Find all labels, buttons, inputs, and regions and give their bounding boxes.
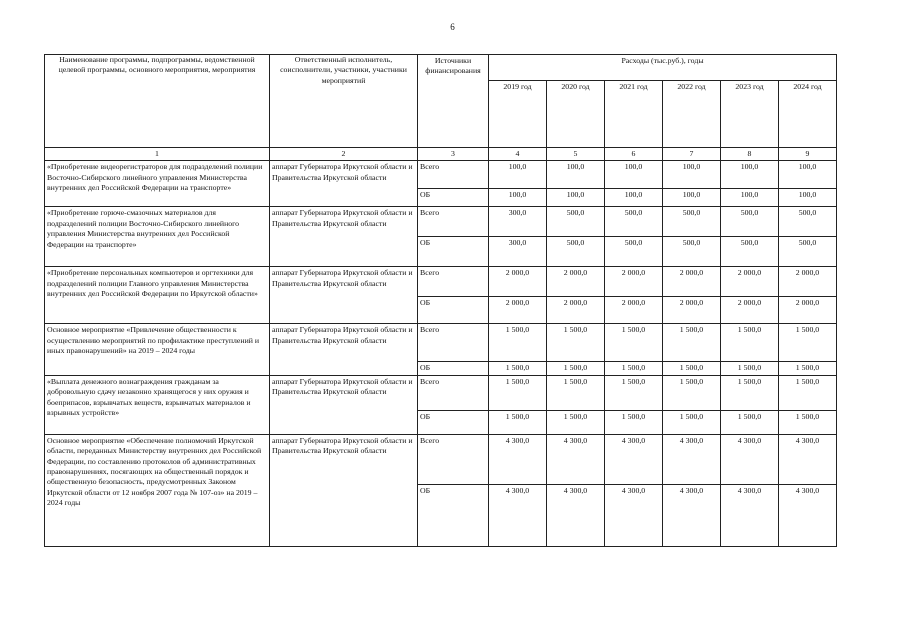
table-row	[45, 207, 837, 237]
funding-source: Всего	[418, 375, 489, 410]
amount-cell: 4 300,0	[547, 484, 605, 546]
header-year: 2020 год	[547, 81, 605, 148]
amount-cell: 1 500,0	[547, 375, 605, 410]
amount-cell: 4 300,0	[547, 434, 605, 484]
amount-cell: 100,0	[489, 161, 547, 189]
header-year: 2024 год	[779, 81, 837, 148]
amount-cell: 1 500,0	[779, 375, 837, 410]
executor: аппарат Губернатора Иркутской области и Правительства Иркутской области	[270, 375, 418, 434]
amount-cell: 2 000,0	[721, 297, 779, 324]
activity-name: «Приобретение горюче-смазочных материалов для подразделений полиции Восточно-Сибирского линейного управления Министерства внутренних дел Российской Федерации на транспорте»	[45, 207, 270, 267]
amount-cell: 500,0	[547, 207, 605, 237]
column-number: 8	[721, 148, 779, 161]
funding-source: Всего	[418, 207, 489, 237]
amount-cell: 500,0	[663, 237, 721, 267]
amount-cell: 2 000,0	[663, 297, 721, 324]
header-year: 2021 год	[605, 81, 663, 148]
budget-table	[44, 54, 837, 547]
amount-cell: 2 000,0	[605, 297, 663, 324]
column-number: 5	[547, 148, 605, 161]
amount-cell: 4 300,0	[721, 434, 779, 484]
amount-cell: 100,0	[779, 189, 837, 207]
column-number: 7	[663, 148, 721, 161]
header-expenses: Расходы (тыс.руб.), годы	[489, 55, 837, 81]
amount-cell: 4 300,0	[605, 484, 663, 546]
amount-cell: 2 000,0	[547, 267, 605, 297]
activity-name: Основное мероприятие «Обеспечение полномочий Иркутской области, переданных Министерству внутренних дел Российской Федерации, по составлению протоколов об административных правонарушениях, посягающих на общественный порядок и общественную безопасность, предусмотренных Законом Иркутской области от 12 ноября 2007 года № 107-оз» на 2019 – 2024 годы	[45, 434, 270, 546]
amount-cell: 1 500,0	[489, 375, 547, 410]
column-number: 9	[779, 148, 837, 161]
amount-cell: 1 500,0	[605, 410, 663, 434]
amount-cell: 1 500,0	[489, 324, 547, 362]
header-year: 2022 год	[663, 81, 721, 148]
table-row	[45, 267, 837, 297]
funding-source: Всего	[418, 324, 489, 362]
table-row	[45, 161, 837, 189]
executor: аппарат Губернатора Иркутской области и Правительства Иркутской области	[270, 434, 418, 546]
amount-cell: 100,0	[721, 161, 779, 189]
funding-source: Всего	[418, 267, 489, 297]
amount-cell: 2 000,0	[605, 267, 663, 297]
table-row	[45, 324, 837, 362]
funding-source: Всего	[418, 434, 489, 484]
amount-cell: 1 500,0	[721, 375, 779, 410]
amount-cell: 1 500,0	[605, 362, 663, 375]
amount-cell: 100,0	[605, 161, 663, 189]
amount-cell: 1 500,0	[547, 362, 605, 375]
column-number: 4	[489, 148, 547, 161]
column-number: 6	[605, 148, 663, 161]
amount-cell: 100,0	[605, 189, 663, 207]
amount-cell: 500,0	[721, 237, 779, 267]
column-number: 2	[270, 148, 418, 161]
amount-cell: 500,0	[605, 207, 663, 237]
page-number: 6	[450, 22, 455, 32]
column-number: 3	[418, 148, 489, 161]
activity-name: Основное мероприятие «Привлечение общественности к осуществлению мероприятий по профилактике преступлений и иных правонарушений» на 2019 – 2024 годы	[45, 324, 270, 375]
header-year: 2023 год	[721, 81, 779, 148]
amount-cell: 500,0	[605, 237, 663, 267]
amount-cell: 500,0	[547, 237, 605, 267]
amount-cell: 1 500,0	[663, 375, 721, 410]
executor: аппарат Губернатора Иркутской области и Правительства Иркутской области	[270, 324, 418, 375]
table-header	[45, 55, 837, 161]
amount-cell: 2 000,0	[663, 267, 721, 297]
funding-source: ОБ	[418, 237, 489, 267]
amount-cell: 4 300,0	[663, 484, 721, 546]
amount-cell: 1 500,0	[721, 324, 779, 362]
table-row	[45, 375, 837, 410]
amount-cell: 1 500,0	[489, 362, 547, 375]
amount-cell: 2 000,0	[779, 267, 837, 297]
amount-cell: 100,0	[547, 161, 605, 189]
amount-cell: 4 300,0	[663, 434, 721, 484]
header-name-column: Наименование программы, подпрограммы, ведомственной целевой программы, основного мероприятия, мероприятия	[45, 55, 270, 148]
column-number: 1	[45, 148, 270, 161]
amount-cell: 1 500,0	[547, 410, 605, 434]
amount-cell: 4 300,0	[605, 434, 663, 484]
table-row	[45, 434, 837, 484]
amount-cell: 1 500,0	[663, 362, 721, 375]
table-body	[45, 161, 837, 546]
funding-source: Всего	[418, 161, 489, 189]
amount-cell: 1 500,0	[605, 324, 663, 362]
executor: аппарат Губернатора Иркутской области и Правительства Иркутской области	[270, 161, 418, 207]
executor: аппарат Губернатора Иркутской области и Правительства Иркутской области	[270, 207, 418, 267]
amount-cell: 1 500,0	[547, 324, 605, 362]
amount-cell: 100,0	[489, 189, 547, 207]
amount-cell: 1 500,0	[489, 410, 547, 434]
header-executor-column: Ответственный исполнитель, соисполнители, участники, участники мероприятий	[270, 55, 418, 148]
activity-name: «Выплата денежного вознаграждения гражданам за добровольную сдачу незаконно хранящегося у них оружия и боеприпасов, взрывчатых веществ, взрывчатых материалов и взрывных устройств»	[45, 375, 270, 434]
funding-source: ОБ	[418, 484, 489, 546]
amount-cell: 1 500,0	[779, 324, 837, 362]
amount-cell: 2 000,0	[779, 297, 837, 324]
column-number-row	[45, 148, 837, 161]
header-source-column: Источники финансирования	[418, 55, 489, 148]
amount-cell: 300,0	[489, 237, 547, 267]
amount-cell: 4 300,0	[779, 434, 837, 484]
amount-cell: 100,0	[663, 189, 721, 207]
header-year: 2019 год	[489, 81, 547, 148]
amount-cell: 100,0	[779, 161, 837, 189]
amount-cell: 2 000,0	[547, 297, 605, 324]
activity-name: «Приобретение видеорегистраторов для подразделений полиции Восточно-Сибирского линейного управления Министерства внутренних дел Российской Федерации на транспорте»	[45, 161, 270, 207]
amount-cell: 2 000,0	[489, 267, 547, 297]
amount-cell: 1 500,0	[663, 410, 721, 434]
amount-cell: 100,0	[721, 189, 779, 207]
amount-cell: 500,0	[721, 207, 779, 237]
amount-cell: 4 300,0	[489, 434, 547, 484]
amount-cell: 1 500,0	[779, 410, 837, 434]
amount-cell: 300,0	[489, 207, 547, 237]
funding-source: ОБ	[418, 297, 489, 324]
amount-cell: 500,0	[663, 207, 721, 237]
amount-cell: 2 000,0	[489, 297, 547, 324]
amount-cell: 1 500,0	[779, 362, 837, 375]
funding-source: ОБ	[418, 362, 489, 375]
amount-cell: 1 500,0	[721, 410, 779, 434]
amount-cell: 500,0	[779, 207, 837, 237]
funding-source: ОБ	[418, 189, 489, 207]
amount-cell: 1 500,0	[721, 362, 779, 375]
amount-cell: 1 500,0	[605, 375, 663, 410]
amount-cell: 2 000,0	[721, 267, 779, 297]
amount-cell: 4 300,0	[721, 484, 779, 546]
amount-cell: 100,0	[663, 161, 721, 189]
executor: аппарат Губернатора Иркутской области и Правительства Иркутской области	[270, 267, 418, 324]
amount-cell: 1 500,0	[663, 324, 721, 362]
activity-name: «Приобретение персональных компьютеров и оргтехники для подразделений полиции Главного управления Министерства внутренних дел Российской Федерации по Иркутской области»	[45, 267, 270, 324]
amount-cell: 4 300,0	[489, 484, 547, 546]
amount-cell: 100,0	[547, 189, 605, 207]
amount-cell: 500,0	[779, 237, 837, 267]
funding-source: ОБ	[418, 410, 489, 434]
amount-cell: 4 300,0	[779, 484, 837, 546]
